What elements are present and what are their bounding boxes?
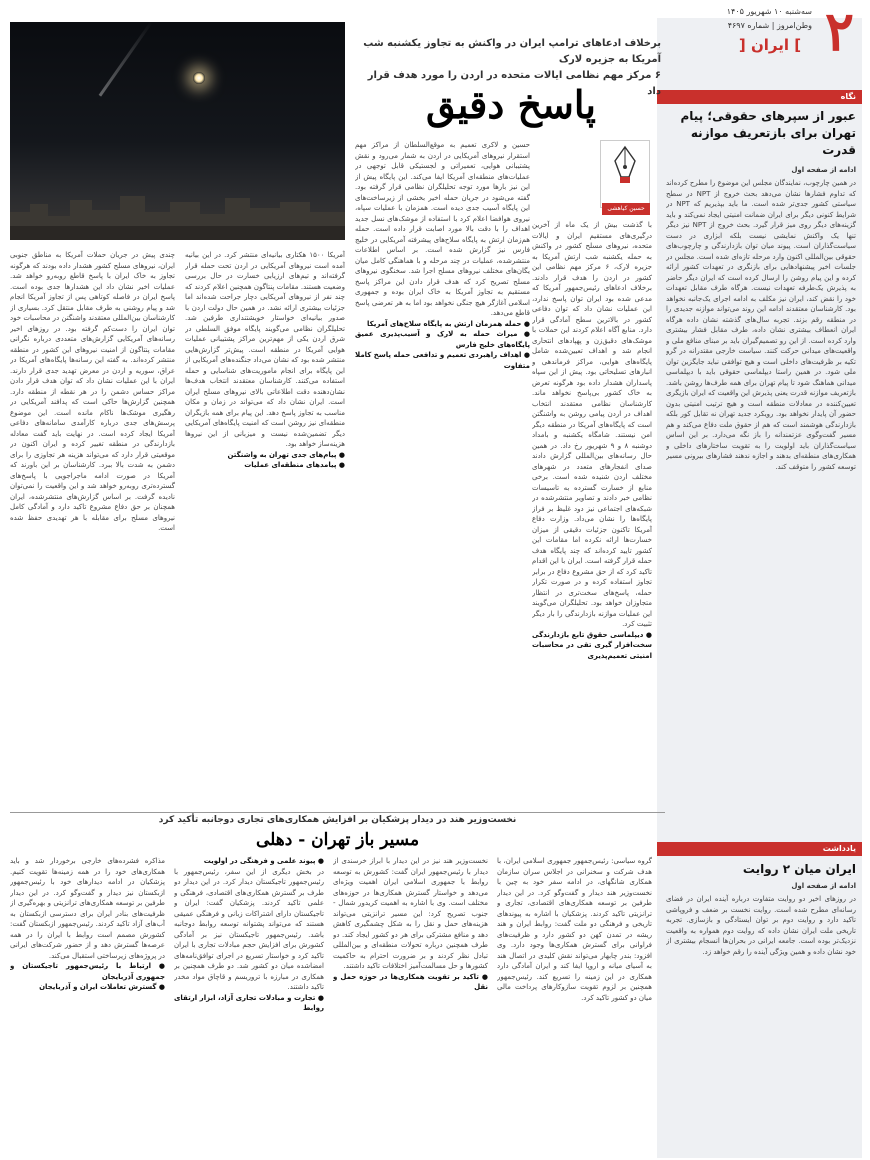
bottom-column-1 (497, 856, 652, 1146)
sidebar-headline: عبور از سپرهای حقوقی؛ پیام تهران برای بازتعریف موازنه قدرت (680, 109, 856, 157)
sidebar-body: در همین چارچوب، نمایندگان مجلس این موضوع را مطرح کرده‌اند که تداوم فشارها نشان می‌دهد بحث خروج از NPT در سطح سیاستی کشور جدی‌تر شده است. ما باید بپذیریم که NPT در شرایط کنونی دیگر برای ایران ضمانت امنیتی ایجاد نمی‌کند و باید گزینه‌های دیگر روی میز قرار گیرد. بحث خروج از NPT نیز دیگر تنها یک واکنش نمایشی نیست بلکه ابزاری در دست سیاست‌گذاران است. پیوند میان توان بازدارندگی و چارچوب‌های حقوقی بین‌المللی اکنون وارد مرحله تازه‌ای شده است. مجلس در جلسات اخیر پیشنهادهایی برای بازنگری در تعهدات کشور ارائه کرده و این پیام روشن را ارسال کرده است که ایران دیگر حاضر به پذیرش یک‌طرفه تعهدات نیست. هرگاه طرف مقابل تعهدات خود را نقض کند، ایران نیز مکلف به ادامه اجرای یک‌جانبه نخواهد بود. کارشناسان معتقدند ادامه این روند می‌تواند موازنه جدیدی را در منطقه رقم بزند. تجربه سال‌های گذشته نشان داده هرگاه ایران انعطاف بیشتری نشان داده، طرف مقابل فشار بیشتری وارد کرده است. از این رو تصمیم‌گیران باید بر مبنای منافع ملی و واقعیت‌های میدانی حرکت کنند. سیاست خارجی مقتدرانه در گرو تکیه بر ظرفیت‌های داخلی است و هیچ توافقی نباید جایگزین توان ملی شود. در همین راستا دیپلماسی حقوقی باید با دیپلماسی میدانی هماهنگ شود تا پیام تهران برای همه طرف‌ها روشن باشد. بازتعریف موازنه قدرت یعنی پذیرش این واقعیت که ایران بازیگری تعیین‌کننده در معادلات منطقه است و هیچ ترتیب امنیتی بدون حضور آن پایدار نخواهد بود. رویکرد جدید تهران نه تقابل کور بلکه بازدارندگی هوشمند است که هم از حقوق ملت دفاع می‌کند و هم مسیر گفت‌وگوی عزتمندانه را باز نگه می‌دارد. بر این اساس سیاست‌گذاران باید اولویت را به تقویت ساختارهای داخلی و همکاری‌های منطقه‌ای بدهند و اجازه ندهند فشارهای بیرونی مسیر توسعه کشور را متوقف کند. (666, 179, 856, 471)
page-number: ۲ (824, 0, 854, 63)
col2-subhead-1: ● حمله همزمان ارتش به پایگاه سلاح‌های آمریکا (367, 319, 530, 328)
bottom-title: مسیر باز تهران - دهلی (255, 830, 420, 850)
col3-subhead-1: ● پیام‌های جدی تهران به واشنگتن (227, 450, 345, 459)
bottom-col3-text: در بخش دیگری از این سفر، رئیس‌جمهور با رئیس‌جمهور تاجیکستان دیدار کرد. در این دیدار دو طرف بر گسترش همکاری‌های اقتصادی، فرهنگی و علمی تاکید کردند. پزشکیان گفت: ایران و تاجیکستان دارای اشتراکات زبانی و فرهنگی عمیقی هستند که می‌تواند پشتوانه توسعه روابط دوجانبه باشد. رئیس‌جمهور تاجیکستان نیز بر آمادگی کشورش برای افزایش حجم مبادلات تجاری با ایران تاکید کرد و خواستار تسریع در اجرای توافق‌نامه‌های امضاشده میان دو کشور شد. دو طرف همچنین بر همکاری در مبارزه با تروریسم و قاچاق مواد مخدر تاکید داشتند. (174, 867, 324, 991)
yaddasht-label: یادداشت (657, 842, 862, 856)
article-column-4 (10, 250, 175, 805)
col1-subhead: ● دیپلماسی حقوق تابع بازدارندگی سخت‌افزار گیری تقی در محاسبات امنیتی تعمیم‌پذیری (532, 630, 652, 660)
bracket-right: ] (794, 36, 802, 54)
kicker-line-2: ۶ مرکز مهم نظامی ایالات متحده در اردن را مورد هدف قرار داد (367, 70, 661, 97)
col3-text: آمریکا ۱۵۰۰ هکتاری بیانیه‌ای منتشر کرد. در این بیانیه آمده است نیروهای آمریکایی در اردن تحت حمله قرار گرفته‌اند و تیم‌های ارزیابی خسارت در حال بررسی وضعیت هستند. مقامات پنتاگون همچنین اعلام کردند که چند نفر از نیروهای آمریکایی دچار جراحت شده‌اند اما جزئیات بیشتری ارائه نشد. در همین حال دولت اردن با صدور بیانیه‌ای خواستار خویشتنداری طرفین شد. تحلیلگران نظامی می‌گویند پایگاه موفق السلطی در شرق اردن یکی از مهم‌ترین مراکز پشتیبانی عملیات هوایی آمریکا در منطقه است. پیش‌تر گزارش‌هایی منتشر شده بود که نشان می‌داد جنگنده‌های آمریکایی از این پایگاه برای انجام ماموریت‌های شناسایی و حمله استفاده می‌کنند. کارشناسان معتقدند انتخاب هدف‌ها نشان‌دهنده دقت اطلاعاتی بالای نیروهای مسلح ایران است. ایران نشان داد که می‌تواند در زمان و مکان مناسب به تجاوز پاسخ دهد. این پیام برای همه بازیگران منطقه‌ای نیز روشن است که امنیت پایگاه‌های آمریکایی دیگر تضمین‌شده نیست و میزبانی از این نیروها هزینه‌ساز خواهد بود. (185, 251, 345, 448)
bottom-col4-text: مذاکره فشرده‌های خارجی برخوردار شد و باید همکاری‌های خود را در همه زمینه‌ها تقویت کنیم. پزشکیان در ادامه دیدارهای خود با رئیس‌جمهور ازبکستان نیز دیدار و گفت‌وگو کرد. در این دیدار طرفین بر توسعه همکاری‌های ترانزیتی و بهره‌گیری از ظرفیت‌های بنادر ایران برای دسترسی ازبکستان به آب‌های آزاد تاکید کردند. رئیس‌جمهور ازبکستان گفت: کشورش مصمم است روابط با ایران را در همه عرصه‌ها گسترش دهد و از حضور شرکت‌های ایرانی در پروژه‌های زیرساختی استقبال می‌کند. (10, 857, 165, 960)
col1-text: با گذشت بیش از یک ماه از آخرین درگیری‌های مستقیم ایران و ایالات متحده، نیروهای مسلح کشور در واکنش به حمله یکشنبه شب ارتش آمریکا به جزیره لارک، ۶ مرکز مهم نظامی این کشور در اردن را هدف قرار دادند. برخلاف ادعاهای رئیس‌جمهور آمریکا که مدعی شده بود ایران توان پاسخ ندارد، این عملیات نشان داد که توان دفاعی کشور در بالاترین سطح آمادگی قرار دارد. منابع آگاه اعلام کردند این حملات با موشک‌های دقیق‌زن و پهپادهای انتحاری انجام شد و اهداف تعیین‌شده شامل پایگاه‌های هوایی، مراکز فرماندهی و انبارهای تسلیحاتی بود. پیش از این سپاه پاسداران هشدار داده بود هرگونه تعرض به خاک کشور بی‌پاسخ نخواهد ماند. کارشناسان نظامی معتقدند انتخاب اهداف در اردن پیامی روشن به واشنگتن است که پایگاه‌های آمریکا در منطقه دیگر امن نیستند. شامگاه یکشنبه و بامداد دوشنبه ۸ و ۹ شهریور رخ داد. در همین حال رسانه‌های بین‌المللی گزارش دادند صدای انفجارهای متعدد در شهرهای مختلف اردن شنیده شده است. برخی منابع از خسارت گسترده به تاسیسات نظامی خبر دادند و تصاویر منتشرشده در شبکه‌های اجتماعی نیز دود غلیظ بر فراز پایگاه‌ها را نشان می‌داد. وزارت دفاع آمریکا تاکنون جزئیات دقیقی از میزان خسارت‌ها ارائه نکرده اما مقامات این کشور تایید کرده‌اند که چند پایگاه هدف حمله قرار گرفته است. ایران با این اقدام تاکید کرد که از حق مشروع دفاع در برابر تجاوز استفاده کرده و در صورت تکرار حمله، پاسخ‌های سخت‌تری در انتظار متجاوزان خواهد بود. تحلیلگران می‌گویند این عملیات موازنه بازدارندگی را بار دیگر تثبیت کرد. (532, 221, 652, 628)
bottom-col1-text: گروه سیاسی: رئیس‌جمهور جمهوری اسلامی ایران، با هدف شرکت و سخنرانی در اجلاس سران سازمان همکاری شانگهای، در ادامه سفر خود به چین با نخست‌وزیر هند دیدار و گفت‌وگو کرد. در این دیدار طرفین بر توسعه همکاری‌های اقتصادی، تجاری و ترانزیتی تاکید کردند. پزشکیان با اشاره به پیوندهای تاریخی و فرهنگی دو ملت گفت: روابط ایران و هند ریشه در تمدن کهن دو کشور دارد و ظرفیت‌های فراوانی برای گسترش همکاری‌ها وجود دارد. وی افزود: بندر چابهار می‌تواند نقش کلیدی در اتصال هند به آسیای میانه و اروپا ایفا کند و ایران آمادگی دارد همکاری در این زمینه را تسریع کند. رئیس‌جمهور همچنین بر لزوم تقویت سازوکارهای پرداخت مالی میان دو کشور تاکید کرد. (497, 857, 652, 1002)
col2-text: حسین و لاکری تعمیم به موقع‌السلطان از مراکز مهم استقرار نیروهای آمریکایی در اردن به شمار می‌رود و نقش پشتیبانی هوایی، تعمیراتی و لجستیکی قابل توجهی در عملیات‌های منطقه‌ای آمریکا ایفا می‌کند. این پایگاه پیش از این نیز بارها مورد توجه تحلیلگران نظامی قرار گرفته بود. گفته می‌شود در جریان حمله اخیر بخشی از زیرساخت‌های این پایگاه آسیب جدی دیده است. همزمان با عملیات سپاه، نیروی هوافضا اعلام کرد با استفاده از موشک‌های نسل جدید اهداف را با دقت بالا مورد اصابت قرار داده است. حمله هم‌زمان ارتش به پایگاه سلاح‌های پیشرفته آمریکایی در خلیج فارس نیز گزارش شده است. بر اساس اطلاعات منتشرشده، عملیات در چند مرحله و با هماهنگی کامل میان یگان‌های مختلف نیروهای مسلح اجرا شد. سخنگوی نیروهای مسلح تصریح کرد که هدف قرار دادن این مراکز پاسخ مستقیم به تجاوز آمریکا به خاک ایران بوده و جمهوری اسلامی آغازگر هیچ جنگی نخواهد بود اما به هر تعرضی پاسخ قاطع می‌دهد. (355, 141, 530, 317)
bottom-col3-subhead-1: ● پیوند علمی و فرهنگی در اولویت (203, 857, 324, 865)
bottom-col2-text: نخست‌وزیر هند نیز در این دیدار با ابراز خرسندی از دیدار با رئیس‌جمهور ایران گفت: کشورش به توسعه روابط با جمهوری اسلامی ایران اهمیت ویژه‌ای می‌دهد و خواستار گسترش همکاری‌ها در حوزه‌های مختلف است. وی با اشاره به اهمیت کریدور شمال - جنوب تصریح کرد: این مسیر ترانزیتی می‌تواند هزینه‌های حمل و نقل را به شکل چشمگیری کاهش دهد و منافع مشترکی برای هر دو کشور ایجاد کند. دو طرف همچنین درباره تحولات منطقه‌ای و بین‌المللی تبادل نظر کردند و بر ضرورت احترام به حاکمیت کشورها و حل مسالمت‌آمیز اختلافات تاکید داشتند. (333, 857, 488, 970)
nigah-label: نگاه (657, 90, 862, 104)
section-name: ایران (750, 36, 790, 54)
sidebar-headline-2: ایران میان ۲ روایت (742, 862, 856, 876)
section-title (730, 34, 810, 56)
bottom-col4-subhead-2: ● گسترش تعاملات ایران و آذربایجان (39, 983, 165, 991)
issue-date: سه‌شنبه ۱۰ شهریور ۱۴۰۵ (726, 7, 812, 16)
missile-night-photo (10, 22, 345, 240)
bottom-col3-subhead-2: ● تجارت و مبادلات تجاری آزاد، ابزار ارتقای روابط (174, 993, 324, 1012)
bottom-kicker: نخست‌وزیر هند در دیدار پزشکیان بر افزایش همکاری‌های تجاری دوجانبه تأکید کرد (158, 815, 517, 825)
col4-text: چندی پیش در جریان حملات آمریکا به مناطق جنوبی ایران، نیروهای مسلح کشور هشدار داده بودند که هرگونه تجاوز به خاک ایران با پاسخ قاطع روبه‌رو خواهد شد. عملیات اخیر نشان داد این هشدارها جدی بوده است. پاسخ ایران در فاصله کوتاهی پس از تجاوز آمریکا انجام شد و پیام روشنی به طرف مقابل منتقل کرد. بسیاری از کارشناسان بین‌المللی معتقدند واشنگتن در محاسبات خود توان ایران را دست‌کم گرفته بود. در روزهای اخیر رسانه‌های آمریکایی گزارش‌های متعددی درباره نگرانی مقامات پنتاگون از امنیت نیروهای این کشور در منطقه منتشر کرده‌اند. به گفته این رسانه‌ها پایگاه‌های آمریکا در عراق، سوریه و اردن در معرض تهدید جدی قرار دارند. ایران با این عملیات نشان داد که توان هدف قرار دادن مراکز حساس دشمن را در هر نقطه از منطقه دارد. همچنین گزارش‌ها حاکی است که پدافند آمریکایی در رهگیری موشک‌ها ناکام مانده است. این موضوع پرسش‌های جدی درباره کارآمدی سامانه‌های دفاعی آمریکا ایجاد کرده است. در نهایت باید گفت معادله بازدارندگی در منطقه تغییر کرده و ایران اکنون در موقعیتی قرار دارد که می‌تواند هزینه هر تجاوزی را برای دشمن به شدت بالا ببرد. کارشناسان بر این باورند که آمریکا در صورت ادامه ماجراجویی با پاسخ‌های گسترده‌تری روبه‌رو خواهد شد و این واقعیت را نمی‌توان نادیده گرفت. بر اساس گزارش‌های منتشرشده، ایران همچنان بر حق دفاع مشروع تاکید دارد و آمادگی کامل نیروهای مسلح برای مقابله با هر تهدیدی حفظ شده است. (10, 251, 175, 532)
bottom-column-2 (333, 856, 488, 1146)
article-column-3 (185, 250, 345, 805)
missile-trail (99, 22, 153, 97)
issue-number: وطن‌امروز | شماره ۴۶۹۷ (727, 21, 812, 30)
kicker-line-1: برخلاف ادعاهای ترامپ ایران در واکنش به تجاوز یکشنبه شب آمریکا به جزیره لارک (363, 38, 661, 65)
col2-subhead-2: ● میراث حمله به لارک و آسیب‌پذیری عمیق پایگاه‌های خلیج فارس (355, 330, 530, 349)
city-skyline (10, 182, 345, 240)
article-column-2 (355, 140, 530, 805)
section-divider (10, 812, 665, 813)
missile-flare (193, 72, 205, 84)
bracket-left: [ (738, 36, 746, 54)
col3-subhead-2: ● پیامدهای منطقه‌ای عملیات (244, 461, 345, 469)
bottom-col2-subhead: ● تاکید بر تقویت همکاری‌ها در حوزه حمل و نقل (333, 972, 488, 991)
bottom-col4-subhead-1: ● ارتباط با رئیس‌جمهور تاجیکستان و جمهوری آذربایجان (10, 962, 165, 981)
bottom-column-3 (174, 856, 324, 1146)
main-title: پاسخ دقیق (426, 82, 596, 127)
bottom-column-4 (10, 856, 165, 1146)
sidebar-byline: ادامه از صفحه اول (791, 166, 856, 174)
author-name: حسین کیاهشی (602, 203, 650, 215)
sidebar-body-2: در روزهای اخیر دو روایت متفاوت درباره آینده ایران در فضای رسانه‌ای مطرح شده است. روایت نخست بر ضعف و فروپاشی تاکید دارد و روایت دوم بر توان ایستادگی و بازسازی. تجربه تاریخی ملت ایران نشان داده که روایت دوم همواره به واقعیت نزدیک‌تر بوده است. جامعه ایرانی در بحران‌ها انسجام بیشتری از خود نشان داده و همین ویژگی آینده را رقم خواهد زد. (666, 895, 856, 956)
article-column-1 (532, 140, 652, 805)
col2-subhead-3: ● اهداف راهبردی تعمیم و تدافعی حمله پاسخ کاملا متفاوت (355, 351, 530, 370)
sidebar-byline-2: ادامه از صفحه اول (791, 882, 856, 890)
